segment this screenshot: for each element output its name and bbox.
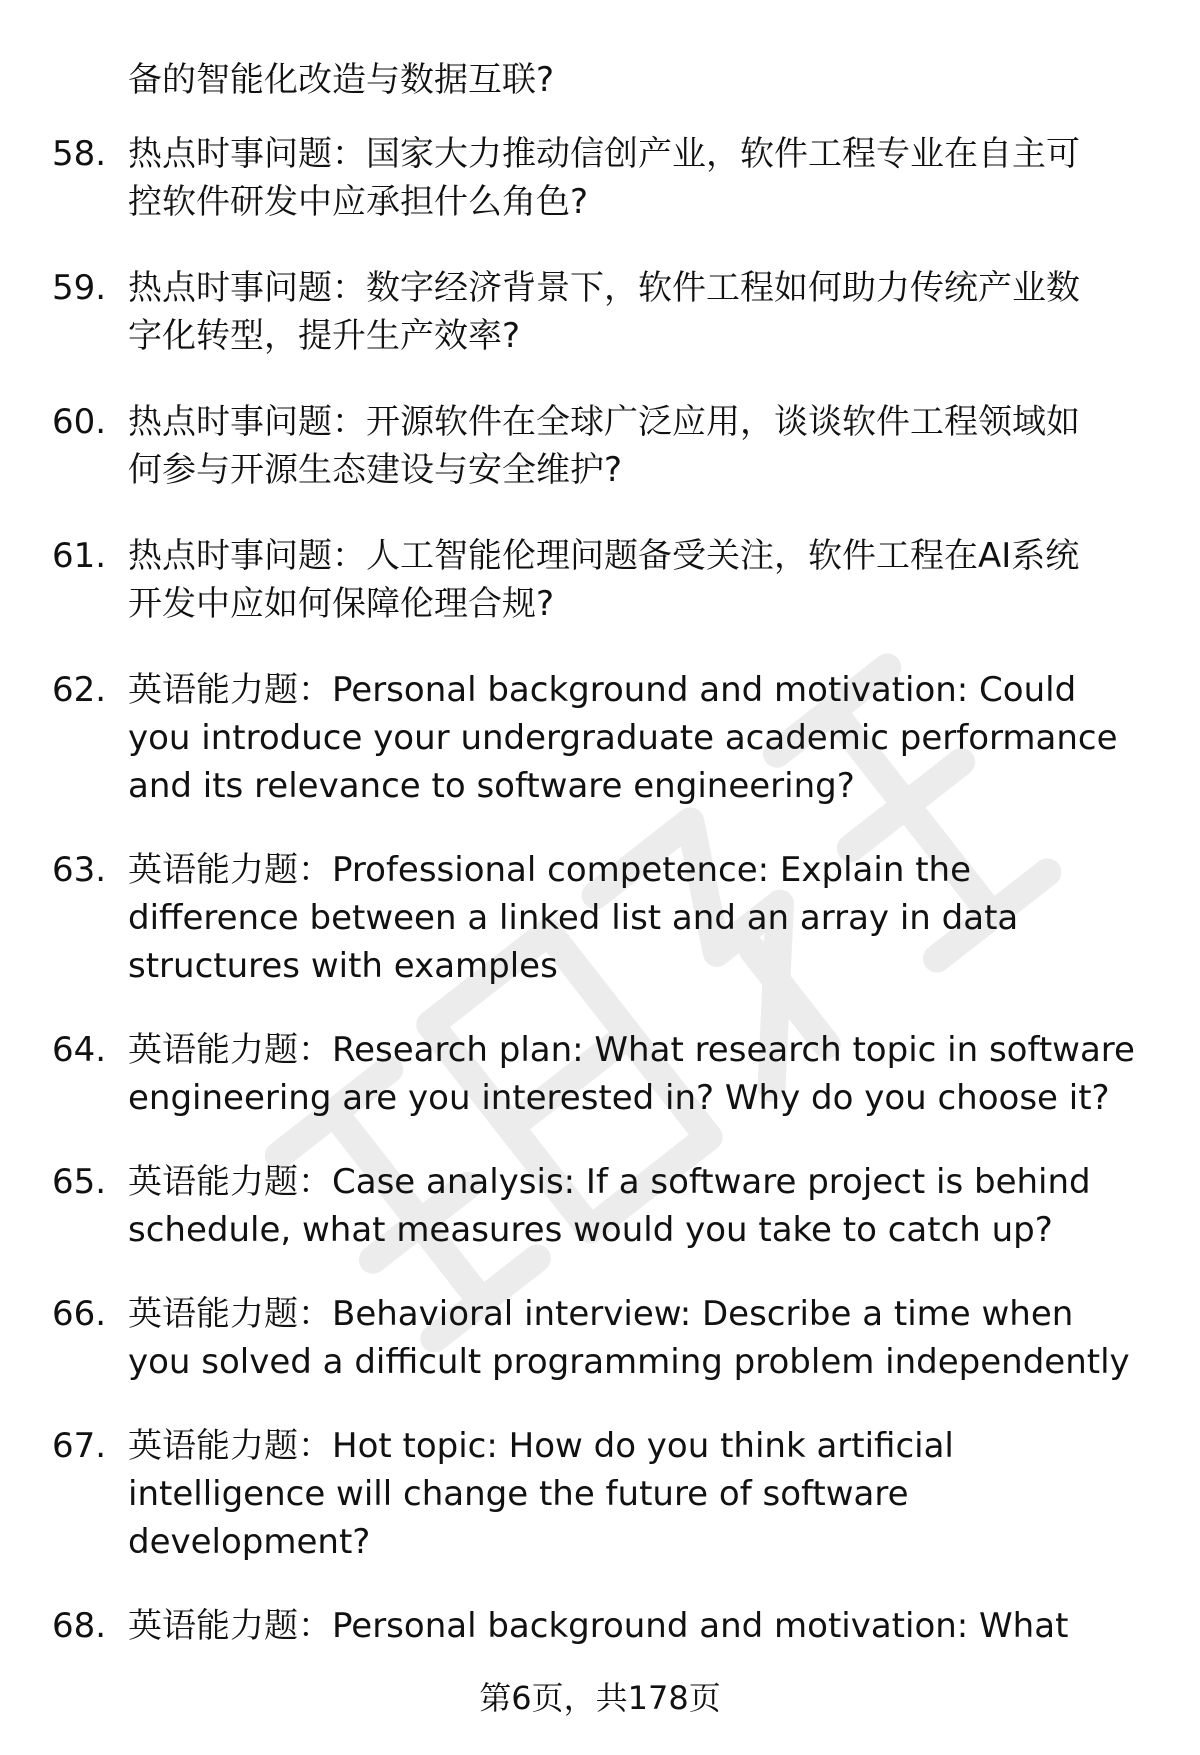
question-text: 英语能力题：Behavioral interview: Describe a time when you solved a difficult programming problem independently bbox=[128, 1294, 1130, 1382]
question-number: 62. bbox=[52, 670, 107, 710]
question-text: 热点时事问题：数字经济背景下，软件工程如何助力传统产业数 字化转型，提升生产效率? bbox=[128, 268, 1080, 356]
continued-question-text: 备的智能化改造与数据互联? bbox=[128, 60, 555, 100]
question-text: 英语能力题：Case analysis: If a software project is behind schedule, what measures would you take to catch up? bbox=[128, 1162, 1091, 1250]
question-text: 英语能力题：Hot topic: How do you think artificial intelligence will change the future of software development? bbox=[128, 1426, 954, 1562]
question-text: 热点时事问题：国家大力推动信创产业，软件工程专业在自主可 控软件研发中应承担什么角色? bbox=[128, 134, 1080, 222]
question-number: 66. bbox=[52, 1294, 107, 1334]
question-number: 68. bbox=[52, 1606, 107, 1646]
question-text: 英语能力题：Research plan: What research topic in software engineering are you interested in? Why do you choose it? bbox=[128, 1030, 1135, 1118]
question-number: 64. bbox=[52, 1030, 107, 1070]
question-number: 58. bbox=[52, 134, 107, 174]
question-number: 59. bbox=[52, 268, 107, 308]
question-number: 61. bbox=[52, 536, 107, 576]
question-text: 英语能力题：Professional competence: Explain the difference between a linked list and an array in data structures with examples bbox=[128, 850, 1019, 986]
question-text: 英语能力题：Personal background and motivation: Could you introduce your undergraduate academic performance and its relevance to software engineering? bbox=[128, 670, 1118, 806]
page-indicator: 第6页，共178页 bbox=[479, 1679, 721, 1717]
question-number: 60. bbox=[52, 402, 107, 442]
question-number: 67. bbox=[52, 1426, 107, 1466]
question-number: 65. bbox=[52, 1162, 107, 1202]
question-text: 热点时事问题：开源软件在全球广泛应用，谈谈软件工程领域如 何参与开源生态建设与安全维护? bbox=[128, 402, 1080, 490]
question-number: 63. bbox=[52, 850, 107, 890]
question-text: 英语能力题：Personal background and motivation: What bbox=[128, 1606, 1069, 1646]
question-text: 热点时事问题：人工智能伦理问题备受关注，软件工程在AI系统 开发中应如何保障伦理合规? bbox=[128, 536, 1080, 624]
